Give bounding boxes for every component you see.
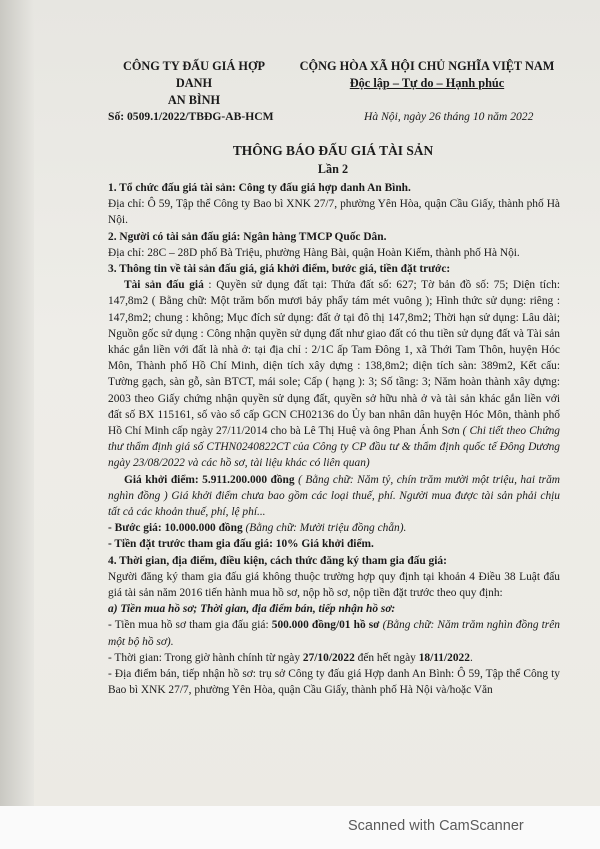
start-price-label: Giá khởi điểm: 5.911.200.000 đồng [124,473,295,486]
section-4-intro: Người đăng ký tham gia đấu giá không thuộc trường hợp quy định tại khoản 4 Điều 38 Luật đấu giá tài sản năm 2016 tiến hành mua hồ sơ, nộp hồ sơ, nộp tiền đặt trước theo quy định: [108,570,560,600]
nation-motto: Độc lập – Tự do – Hạnh phúc [349,76,505,90]
nation-name: CỘNG HÒA XÃ HỘI CHỦ NGHĨA VIỆT NAM [299,59,555,73]
start-price-note: ( Bằng chữ: Năm tỷ, chín trăm mười một triệu, hai trăm nghìn đồng ) Giá khởi điểm chưa bao gồm các loại thuế, phí. Người mua được tài sản phải chịu tất cả các khoản thuế, phí, lệ phí... [108,473,560,519]
deposit-line: - Tiền đặt trước tham gia đấu giá: 10% Giá khởi điểm. [108,538,374,551]
time-to: 18/11/2022 [418,651,470,664]
asset-description [108,277,560,471]
asset-label: Tài sản đấu giá [124,279,204,292]
document-date: Hà Nội, ngày 26 tháng 10 năm 2022 [364,110,534,123]
time-line [108,650,560,666]
document-body [108,180,560,699]
price-step-label: - Bước giá: 10.000.000 đồng [108,522,243,535]
fee-value: 500.000 đồng/01 hồ sơ [271,619,380,632]
fee-note: (Bằng chữ: Năm trăm nghìn đồng trên một bộ hồ sơ). [108,619,560,648]
document-subtitle: Lần 2 [317,162,349,176]
asset-text: : Quyền sử dụng đất tại: Thửa đất số: 627; Tờ bản đồ số: 75; Diện tích: 147,8m2 ( Bằng chữ: Một trăm bốn mươi bảy phẩy tám mét vuông ); Hình thức sử dụng: riêng : 147,8m2; chung : không; Mục đích sử dụng: đất ở tại đô thị 147,8m2; Thời hạn sử dụng: Lâu dài; Nguồn gốc sử dụng : Công nhận quyền sử dụng đất như giao đất có thu tiền sử dụng đất và Tài sản khác gắn liền với đất là nhà ở: tại địa chỉ : 2/1C ấp Tam Đông 1, xã Thới Tam Thôn, huyện Hóc Môn, Thành phố Hồ Chí Minh, diện tích xây dựng : 138,8m2; diện tích sàn: 389m2, Kết cấu: Tường gạch, sàn gỗ, sàn BTCT, mái sole; Cấp ( hạng ): 3; Số tầng: 3; Năm hoàn thành xây dựng: 2003 theo Giấy chứng nhận quyền sử dụng đất, quyền sở hữu nhà ở và tài sản khác gắn liền với đất số BX 115161, số vào sổ cấp GCN CH02136 do Ủy ban nhân dân huyện Hóc Môn, thành phố Hồ Chí Minh cấp ngày 27/11/2014 cho bà Lê Thị Huệ và ông Phan Ánh Sơn [108,279,560,438]
scanner-watermark: Scanned with CamScanner [348,818,524,834]
section-1-heading: 1. Tổ chức đấu giá tài sản: Công ty đấu giá hợp danh An Bình. [108,182,411,194]
section-4-heading: 4. Thời gian, địa điểm, điều kiện, cách thức đăng ký tham gia đấu giá: [108,554,447,567]
time-from: 27/10/2022 [302,651,355,664]
org-name-line2: AN BÌNH [167,93,221,107]
section-3-heading: 3. Thông tin về tài sản đấu giá, giá khởi điểm, bước giá, tiền đặt trước: [108,263,451,276]
section-2-heading: 2. Người có tài sản đấu giá: Ngân hàng TMCP Quốc Dân. [108,230,387,243]
section-1-address: Địa chỉ: Ô 59, Tập thể Công ty Bao bì XNK 27/7, phường Yên Hòa, quận Cầu Giấy, thành phố Hà Nội. [108,198,560,227]
time-end: . [469,651,473,664]
nation-header [296,58,558,92]
section-4a-heading: a) Tiền mua hồ sơ; Thời gian, địa điểm bán, tiếp nhận hồ sơ: [108,603,396,616]
organization-header [108,58,280,109]
price-step [108,520,560,536]
time-prefix: - Thời gian: Trong giờ hành chính từ ngày [108,651,303,664]
org-name-line1: CÔNG TY ĐẤU GIÁ HỢP DANH [122,59,266,90]
price-step-note: (Bằng chữ: Mười triệu đồng chẵn). [242,522,407,535]
asset-note: ( Chi tiết theo Chứng thư thẩm định giá số CTHN0240822CT của Công ty CP đầu tư & thẩm định quốc tế Đông Dương ngày 23/08/2022 và các hồ sơ, tài liệu khác có liên quan) [108,425,560,470]
document-reference: Số: 0509.1/2022/TBĐG-AB-HCM [108,110,274,123]
start-price [108,472,560,521]
fee-line [108,617,560,649]
time-mid: đến hết ngày [354,651,419,664]
fee-prefix: - Tiền mua hồ sơ tham gia đấu giá: [108,619,272,632]
place-line: - Địa điểm bán, tiếp nhận hồ sơ: trụ sở Công ty đấu giá Hợp danh An Bình: Ô 59, Tập thể Công ty Bao bì XNK 27/7, phường Yên Hòa, quận Cầu Giấy, thành phố Hà Nội và/hoặc Văn [108,668,560,697]
document-title: THÔNG BÁO ĐẤU GIÁ TÀI SẢN [232,143,434,158]
scan-shadow [0,0,34,849]
section-2-address: Địa chỉ: 28C – 28D phố Bà Triệu, phường Hàng Bài, quận Hoàn Kiếm, thành phố Hà Nội. [108,246,520,259]
